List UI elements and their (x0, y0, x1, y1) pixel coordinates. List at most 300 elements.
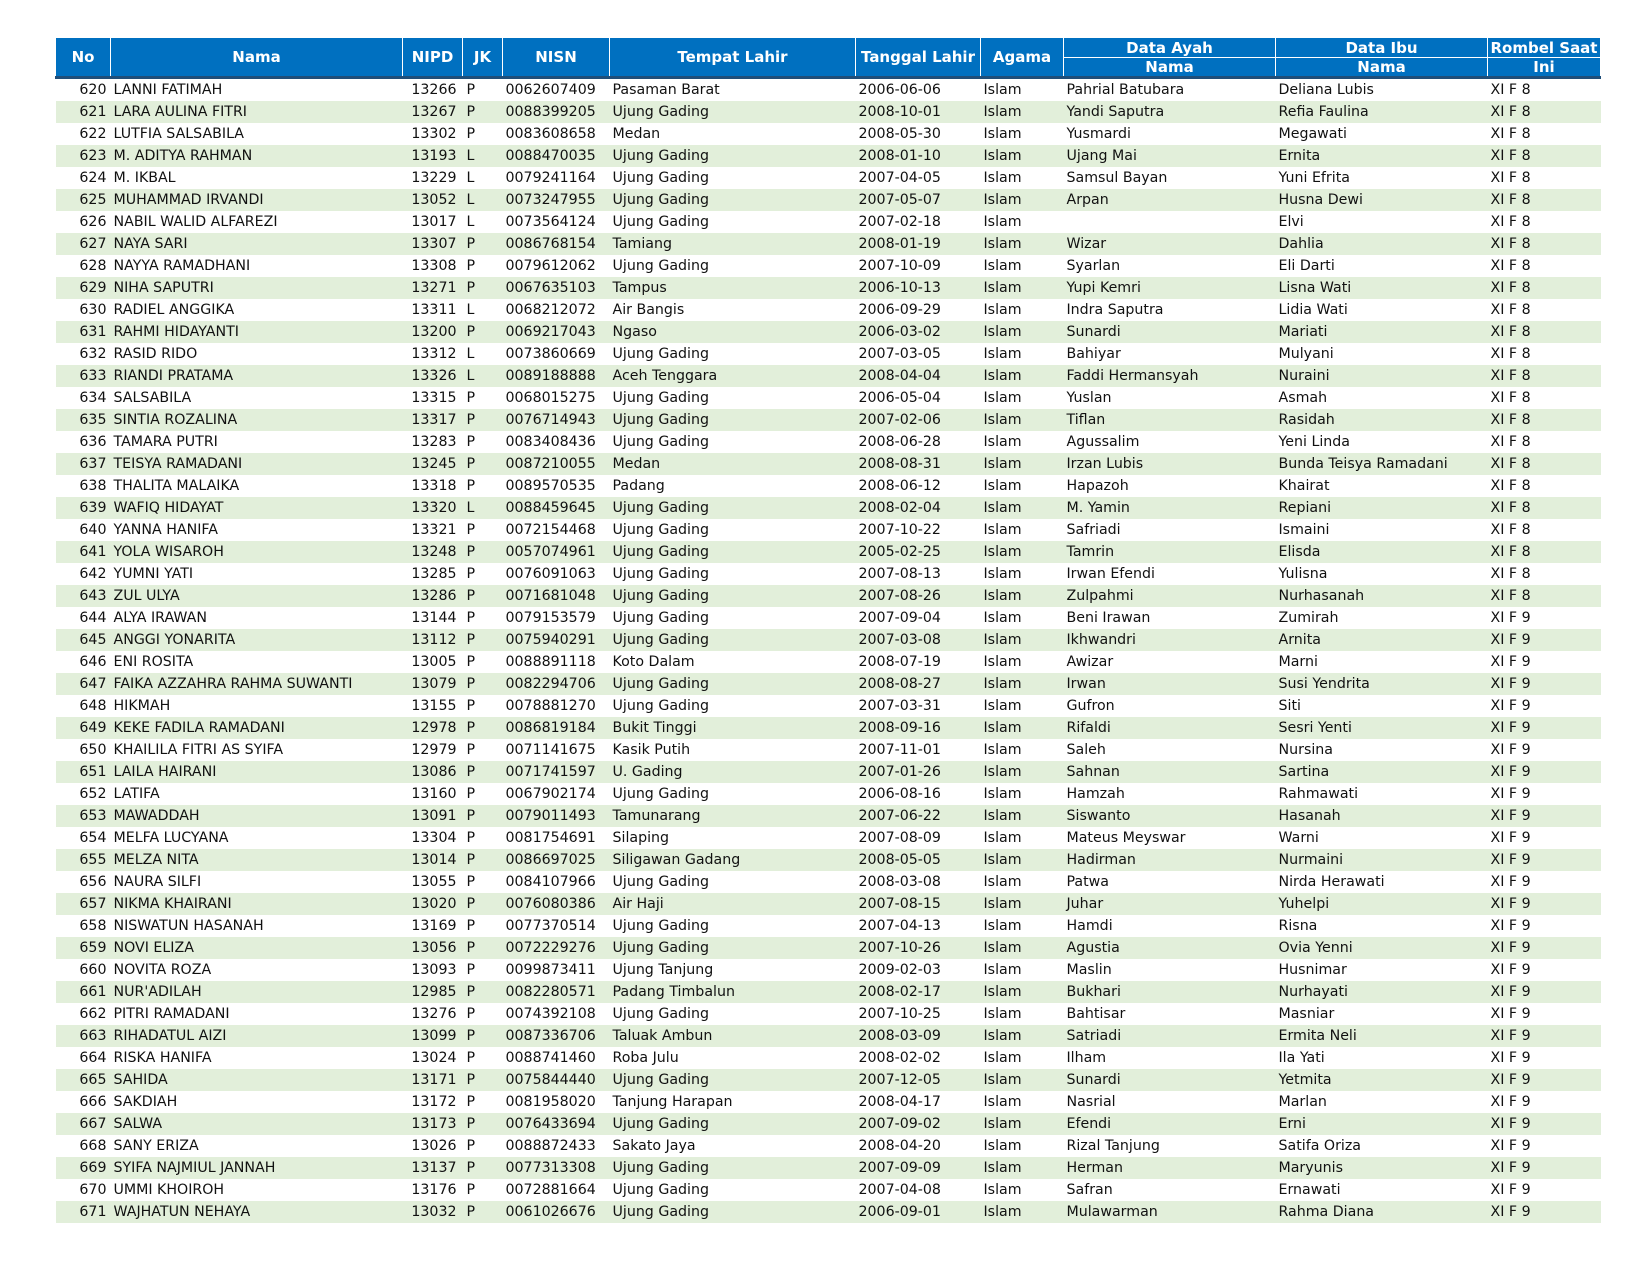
cell-nama: MAWADDAH (111, 805, 403, 827)
cell-jk: P (466, 654, 476, 670)
cell-tanggal-lahir: 2008-08-31 (856, 453, 981, 475)
cell-nama: WAJHATUN NEHAYA (111, 1201, 403, 1223)
table-row[interactable] (56, 673, 1601, 695)
table-row[interactable] (56, 1003, 1601, 1025)
cell-jk: P (466, 390, 476, 406)
cell-agama: Islam (983, 918, 1022, 934)
cell-tempat-lahir: Ujung Gading (610, 497, 856, 519)
cell-nipd: 13099 (403, 1025, 463, 1047)
cell-rombel: XI F 9 (1488, 717, 1601, 739)
cell-ayah-nama: Arpan (1064, 189, 1276, 211)
cell-rombel: XI F 8 (1490, 346, 1531, 362)
cell-nisn: 0074392108 (505, 1006, 596, 1022)
cell-tempat-lahir: U. Gading (610, 761, 856, 783)
cell-tempat-lahir: Ujung Gading (612, 346, 709, 362)
cell-nipd: 13014 (403, 849, 463, 871)
table-row[interactable] (56, 387, 1601, 409)
cell-ibu-nama: Ismaini (1278, 522, 1330, 538)
cell-nipd: 13271 (403, 277, 463, 299)
cell-jk: P (466, 742, 476, 758)
cell-rombel: XI F 9 (1488, 673, 1601, 695)
cell-nama: YUMNI YATI (113, 566, 194, 582)
header-no[interactable]: No (56, 38, 111, 78)
cell-tanggal-lahir: 2009-02-03 (858, 962, 941, 978)
cell-nipd: 13144 (411, 610, 457, 626)
table-body (56, 78, 1601, 1224)
cell-nama: ZUL ULYA (111, 585, 403, 607)
cell-agama: Islam (983, 874, 1022, 890)
table-row[interactable] (56, 1157, 1601, 1179)
header-data-ayah[interactable]: Data Ayah (1064, 38, 1276, 58)
cell-tempat-lahir: Roba Julu (612, 1050, 679, 1066)
header-ibu-nama[interactable]: Nama (1276, 58, 1488, 78)
cell-tempat-lahir: Ujung Gading (612, 786, 709, 802)
cell-ayah-nama: M. Yamin (1064, 497, 1276, 519)
cell-nisn: 0086819184 (503, 717, 610, 739)
cell-agama: Islam (983, 1182, 1022, 1198)
table-row[interactable] (56, 431, 1601, 453)
cell-ibu-nama: Mariati (1276, 321, 1488, 343)
table-row[interactable] (56, 343, 1601, 365)
table-row[interactable] (56, 1069, 1601, 1091)
cell-nipd: 13266 (411, 82, 457, 98)
cell-nama: SYIFA NAJMIUL JANNAH (111, 1157, 403, 1179)
cell-tempat-lahir: Tampus (610, 277, 856, 299)
cell-nama: MUHAMMAD IRVANDI (111, 189, 403, 211)
cell-jk: P (463, 409, 503, 431)
cell-ibu-nama: Nurmaini (1276, 849, 1488, 871)
cell-tempat-lahir: Siligawan Gadang (610, 849, 856, 871)
cell-tempat-lahir: Taluak Ambun (610, 1025, 856, 1047)
cell-tempat-lahir: Ujung Gading (612, 918, 709, 934)
cell-rombel: XI F 9 (1490, 786, 1531, 802)
table-row[interactable] (56, 651, 1601, 673)
table-row[interactable] (56, 1113, 1601, 1135)
header-rombel-line2[interactable]: Ini (1488, 58, 1601, 78)
cell-tanggal-lahir: 2007-10-25 (858, 1006, 941, 1022)
cell-agama: Islam (981, 409, 1064, 431)
cell-rombel: XI F 8 (1490, 214, 1531, 230)
cell-nisn: 0089570535 (505, 478, 596, 494)
table-row[interactable] (56, 893, 1601, 915)
cell-tempat-lahir: Ujung Gading (610, 409, 856, 431)
cell-rombel: XI F 9 (1490, 698, 1531, 714)
cell-nama: KHAILILA FITRI AS SYIFA (113, 742, 284, 758)
cell-tanggal-lahir: 2007-08-13 (858, 566, 941, 582)
table-row[interactable] (56, 1135, 1601, 1157)
cell-ayah-nama: Mulawarman (1064, 1201, 1276, 1223)
cell-jk: P (466, 478, 476, 494)
table-row[interactable] (56, 915, 1601, 937)
cell-nipd: 13160 (411, 786, 457, 802)
cell-ayah-nama: Syarlan (1066, 258, 1121, 274)
cell-tempat-lahir: Ujung Gading (612, 258, 709, 274)
table-row[interactable] (56, 365, 1601, 387)
table-row[interactable] (56, 563, 1601, 585)
cell-ibu-nama: Maryunis (1276, 1157, 1488, 1179)
cell-tempat-lahir: Ujung Gading (610, 101, 856, 123)
cell-nipd: 13052 (403, 189, 463, 211)
table-row[interactable] (56, 1201, 1601, 1223)
table-row[interactable] (56, 1025, 1601, 1047)
cell-ayah-nama: Rifaldi (1064, 717, 1276, 739)
cell-tanggal-lahir: 2007-05-07 (856, 189, 981, 211)
cell-jk: P (463, 893, 503, 915)
header-rombel-line1[interactable]: Rombel Saat (1488, 38, 1601, 58)
cell-no: 663 (56, 1025, 111, 1047)
table-row[interactable] (56, 189, 1601, 211)
table-row[interactable] (56, 739, 1601, 761)
cell-nisn: 0073247955 (503, 189, 610, 211)
cell-ayah-nama: Yuslan (1066, 390, 1112, 406)
cell-tanggal-lahir: 2008-09-16 (856, 717, 981, 739)
cell-ayah-nama: Bahiyar (1066, 346, 1121, 362)
cell-ibu-nama: Nurhasanah (1276, 585, 1488, 607)
table-row[interactable] (56, 959, 1601, 981)
cell-no: 635 (56, 409, 111, 431)
table-row[interactable] (56, 519, 1601, 541)
cell-jk: P (466, 962, 476, 978)
cell-nama: WAFIQ HIDAYAT (111, 497, 403, 519)
table-row[interactable] (56, 937, 1601, 959)
cell-rombel: XI F 9 (1488, 849, 1601, 871)
cell-nipd: 13276 (411, 1006, 457, 1022)
cell-no: 667 (56, 1113, 111, 1135)
cell-nipd: 13155 (411, 698, 457, 714)
cell-nama: ALYA IRAWAN (113, 610, 207, 626)
cell-ayah-nama: Yandi Saputra (1064, 101, 1276, 123)
cell-tanggal-lahir: 2007-04-05 (858, 170, 941, 186)
cell-nama: RISKA HANIFA (113, 1050, 212, 1066)
cell-nisn: 0076091063 (505, 566, 596, 582)
cell-no: 622 (79, 126, 107, 142)
cell-tempat-lahir: Ujung Gading (612, 522, 709, 538)
cell-nama: RADIEL ANGGIKA (113, 302, 235, 318)
cell-nipd: 13056 (403, 937, 463, 959)
table-row[interactable] (56, 871, 1601, 893)
table-row[interactable] (56, 101, 1601, 123)
cell-ayah-nama: Patwa (1066, 874, 1109, 890)
cell-ayah-nama: Gufron (1066, 698, 1115, 714)
cell-rombel: XI F 8 (1490, 82, 1531, 98)
cell-tanggal-lahir: 2008-04-04 (856, 365, 981, 387)
cell-rombel: XI F 8 (1490, 434, 1531, 450)
cell-agama: Islam (981, 1157, 1064, 1179)
cell-no: 660 (79, 962, 107, 978)
cell-nisn: 0077313308 (503, 1157, 610, 1179)
cell-ibu-nama: Ernawati (1278, 1182, 1341, 1198)
cell-tempat-lahir: Ujung Gading (610, 1069, 856, 1091)
table-row[interactable] (56, 783, 1601, 805)
header-ayah-nama[interactable]: Nama (1064, 58, 1276, 78)
table-row[interactable] (56, 475, 1601, 497)
header-nipd[interactable]: NIPD (403, 38, 463, 78)
cell-agama: Islam (983, 786, 1022, 802)
cell-tempat-lahir: Tamunarang (610, 805, 856, 827)
table-row[interactable] (56, 299, 1601, 321)
cell-nisn: 0073564124 (505, 214, 596, 230)
header-tanggal-lahir[interactable]: Tanggal Lahir (856, 38, 981, 78)
cell-tanggal-lahir: 2007-11-01 (858, 742, 941, 758)
table-row[interactable] (56, 717, 1601, 739)
cell-no: 636 (79, 434, 107, 450)
cell-nama: PITRI RAMADANI (113, 1006, 230, 1022)
cell-agama: Islam (983, 962, 1022, 978)
cell-rombel: XI F 8 (1490, 522, 1531, 538)
table-row[interactable] (56, 1179, 1601, 1201)
cell-nipd: 13308 (411, 258, 457, 274)
table-row[interactable] (56, 321, 1601, 343)
cell-nama: M. IKBAL (113, 170, 176, 186)
table-row[interactable] (56, 695, 1601, 717)
table-row[interactable] (56, 277, 1601, 299)
cell-nama: TAMARA PUTRI (113, 434, 218, 450)
table-header (56, 38, 1601, 78)
cell-ibu-nama: Ernita (1276, 145, 1488, 167)
table-row[interactable] (56, 211, 1601, 233)
student-table (55, 37, 1601, 1223)
cell-agama: Islam (983, 654, 1022, 670)
cell-tanggal-lahir: 2008-07-19 (858, 654, 941, 670)
cell-nama: SANY ERIZA (113, 1138, 199, 1154)
cell-agama: Islam (983, 830, 1022, 846)
cell-nisn: 0082280571 (503, 981, 610, 1003)
cell-nisn: 0068015275 (505, 390, 596, 406)
cell-tempat-lahir: Ujung Gading (612, 610, 709, 626)
cell-tempat-lahir: Ujung Gading (610, 1113, 856, 1135)
cell-nama: RIHADATUL AIZI (111, 1025, 403, 1047)
cell-tanggal-lahir: 2006-05-04 (858, 390, 941, 406)
cell-nisn: 0084107966 (505, 874, 596, 890)
cell-nipd: 13079 (403, 673, 463, 695)
cell-ayah-nama: Sunardi (1064, 321, 1276, 343)
cell-no: 658 (79, 918, 107, 934)
cell-tempat-lahir: Tamiang (610, 233, 856, 255)
cell-nisn: 0088459645 (503, 497, 610, 519)
cell-agama: Islam (983, 1006, 1022, 1022)
cell-nipd: 13285 (411, 566, 457, 582)
cell-nipd: 13086 (403, 761, 463, 783)
cell-agama: Islam (981, 849, 1064, 871)
table-row[interactable] (56, 849, 1601, 871)
cell-nipd: 13176 (411, 1182, 457, 1198)
cell-nisn: 0099873411 (505, 962, 596, 978)
cell-agama: Islam (981, 761, 1064, 783)
cell-agama: Islam (981, 981, 1064, 1003)
cell-rombel: XI F 9 (1488, 805, 1601, 827)
table-row[interactable] (56, 629, 1601, 651)
cell-ayah-nama: Irwan Efendi (1066, 566, 1155, 582)
cell-tempat-lahir: Ujung Gading (612, 170, 709, 186)
cell-agama: Islam (983, 522, 1022, 538)
cell-agama: Islam (983, 742, 1022, 758)
cell-ayah-nama: Hamzah (1066, 786, 1125, 802)
table-row[interactable] (56, 1047, 1601, 1069)
cell-tempat-lahir: Medan (612, 126, 661, 142)
cell-jk: P (463, 321, 503, 343)
table-row[interactable] (56, 145, 1601, 167)
cell-tanggal-lahir: 2007-04-13 (858, 918, 941, 934)
cell-ibu-nama: Ila Yati (1278, 1050, 1325, 1066)
cell-nama: NABIL WALID ALFAREZI (113, 214, 278, 230)
cell-agama: Islam (981, 541, 1064, 563)
cell-rombel: XI F 9 (1490, 742, 1531, 758)
cell-rombel: XI F 8 (1488, 585, 1601, 607)
cell-agama: Islam (981, 453, 1064, 475)
table-row[interactable] (56, 805, 1601, 827)
cell-no: 643 (56, 585, 111, 607)
header-tempat-lahir[interactable]: Tempat Lahir (610, 38, 856, 78)
cell-ibu-nama: Refia Faulina (1276, 101, 1488, 123)
cell-agama: Islam (981, 1069, 1064, 1091)
cell-nama: SALSABILA (113, 390, 192, 406)
cell-rombel: XI F 8 (1488, 497, 1601, 519)
cell-rombel: XI F 8 (1488, 101, 1601, 123)
cell-agama: Islam (983, 610, 1022, 626)
cell-ayah-nama: Irwan (1064, 673, 1276, 695)
cell-tempat-lahir: Ujung Gading (610, 629, 856, 651)
header-data-ibu[interactable]: Data Ibu (1276, 38, 1488, 58)
cell-nama: SAHIDA (111, 1069, 403, 1091)
table-row[interactable] (56, 607, 1601, 629)
table-row[interactable] (56, 409, 1601, 431)
cell-jk: P (466, 1050, 476, 1066)
table-row[interactable] (56, 255, 1601, 277)
cell-ibu-nama: Sartina (1276, 761, 1488, 783)
cell-tempat-lahir: Silaping (612, 830, 670, 846)
cell-rombel: XI F 9 (1488, 761, 1601, 783)
cell-jk: P (466, 1138, 476, 1154)
cell-nipd: 13020 (403, 893, 463, 915)
cell-ibu-nama: Masniar (1278, 1006, 1335, 1022)
table-row[interactable] (56, 167, 1601, 189)
cell-jk: P (466, 874, 476, 890)
header-nama[interactable]: Nama (111, 38, 403, 78)
cell-nisn: 0088399205 (503, 101, 610, 123)
cell-no: 668 (79, 1138, 107, 1154)
cell-nisn: 0071741597 (503, 761, 610, 783)
cell-nisn: 0071681048 (503, 585, 610, 607)
cell-rombel: XI F 9 (1488, 1025, 1601, 1047)
cell-ayah-nama: Faddi Hermansyah (1064, 365, 1276, 387)
cell-nama: ANGGI YONARITA (111, 629, 403, 651)
cell-tempat-lahir: Ujung Tanjung (612, 962, 714, 978)
cell-jk: P (466, 434, 476, 450)
cell-ibu-nama: Yulisna (1278, 566, 1328, 582)
cell-ibu-nama: Marni (1278, 654, 1318, 670)
cell-ibu-nama: Asmah (1278, 390, 1328, 406)
header-agama[interactable]: Agama (981, 38, 1064, 78)
cell-nama: MELZA NITA (111, 849, 403, 871)
cell-ibu-nama: Nursina (1278, 742, 1333, 758)
cell-rombel: XI F 8 (1488, 321, 1601, 343)
cell-tanggal-lahir: 2007-04-08 (858, 1182, 941, 1198)
cell-rombel: XI F 8 (1488, 189, 1601, 211)
cell-nisn: 0057074961 (503, 541, 610, 563)
cell-tanggal-lahir: 2007-02-06 (856, 409, 981, 431)
table-row[interactable] (56, 1091, 1601, 1113)
cell-agama: Islam (981, 717, 1064, 739)
cell-agama: Islam (983, 390, 1022, 406)
cell-jk: P (463, 717, 503, 739)
cell-no: 670 (79, 1182, 107, 1198)
table-row[interactable] (56, 123, 1601, 145)
cell-jk: L (463, 365, 503, 387)
cell-no: 640 (79, 522, 107, 538)
table-row[interactable] (56, 497, 1601, 519)
cell-tempat-lahir: Sakato Jaya (612, 1138, 696, 1154)
cell-nisn: 0079011493 (503, 805, 610, 827)
header-jk[interactable]: JK (463, 38, 503, 78)
cell-no: 627 (56, 233, 111, 255)
cell-no: 664 (79, 1050, 107, 1066)
table-row[interactable] (56, 585, 1601, 607)
cell-nisn: 0082294706 (503, 673, 610, 695)
table-row[interactable] (56, 453, 1601, 475)
cell-agama: Islam (981, 189, 1064, 211)
cell-jk: P (463, 761, 503, 783)
cell-ayah-nama: Hapazoh (1066, 478, 1129, 494)
cell-nisn: 0075940291 (503, 629, 610, 651)
cell-nama: RAHMI HIDAYANTI (111, 321, 403, 343)
cell-rombel: XI F 9 (1490, 1182, 1531, 1198)
header-nisn[interactable]: NISN (503, 38, 610, 78)
cell-ibu-nama: Mulyani (1278, 346, 1334, 362)
cell-no: 625 (56, 189, 111, 211)
cell-nisn: 0083608658 (505, 126, 596, 142)
cell-ayah-nama: Ilham (1066, 1050, 1107, 1066)
cell-agama: Islam (983, 434, 1022, 450)
table-row[interactable] (56, 827, 1601, 849)
cell-agama: Islam (981, 805, 1064, 827)
cell-nisn: 0068212072 (505, 302, 596, 318)
cell-tanggal-lahir: 2008-04-17 (858, 1094, 941, 1110)
cell-jk: P (463, 453, 503, 475)
table-row[interactable] (56, 761, 1601, 783)
cell-no: 662 (79, 1006, 107, 1022)
cell-ibu-nama: Elisda (1276, 541, 1488, 563)
cell-agama: Islam (981, 1025, 1064, 1047)
table-row[interactable] (56, 233, 1601, 255)
cell-nipd: 13093 (411, 962, 457, 978)
cell-tanggal-lahir: 2007-10-09 (858, 258, 941, 274)
cell-nama: NAYYA RAMADHANI (113, 258, 251, 274)
cell-ayah-nama: Wizar (1064, 233, 1276, 255)
cell-agama: Islam (981, 101, 1064, 123)
table-row[interactable] (56, 541, 1601, 563)
cell-jk: P (463, 101, 503, 123)
cell-tempat-lahir: Ujung Gading (612, 390, 709, 406)
cell-agama: Islam (983, 346, 1022, 362)
cell-ayah-nama: Rizal Tanjung (1066, 1138, 1160, 1154)
cell-ayah-nama: Samsul Bayan (1066, 170, 1168, 186)
cell-ibu-nama: Khairat (1278, 478, 1330, 494)
cell-no: 661 (56, 981, 111, 1003)
table-row[interactable] (56, 78, 1601, 102)
cell-jk: P (466, 566, 476, 582)
cell-ibu-nama: Eli Darti (1278, 258, 1335, 274)
cell-ibu-nama: Dahlia (1276, 233, 1488, 255)
cell-jk: P (463, 1069, 503, 1091)
table-row[interactable] (56, 981, 1601, 1003)
cell-ayah-nama: Tiflan (1064, 409, 1276, 431)
cell-nipd: 13311 (411, 302, 457, 318)
cell-agama: Islam (983, 1094, 1022, 1110)
cell-agama: Islam (983, 170, 1022, 186)
cell-nipd: 13091 (403, 805, 463, 827)
cell-no: 624 (79, 170, 107, 186)
cell-ibu-nama: Siti (1278, 698, 1301, 714)
